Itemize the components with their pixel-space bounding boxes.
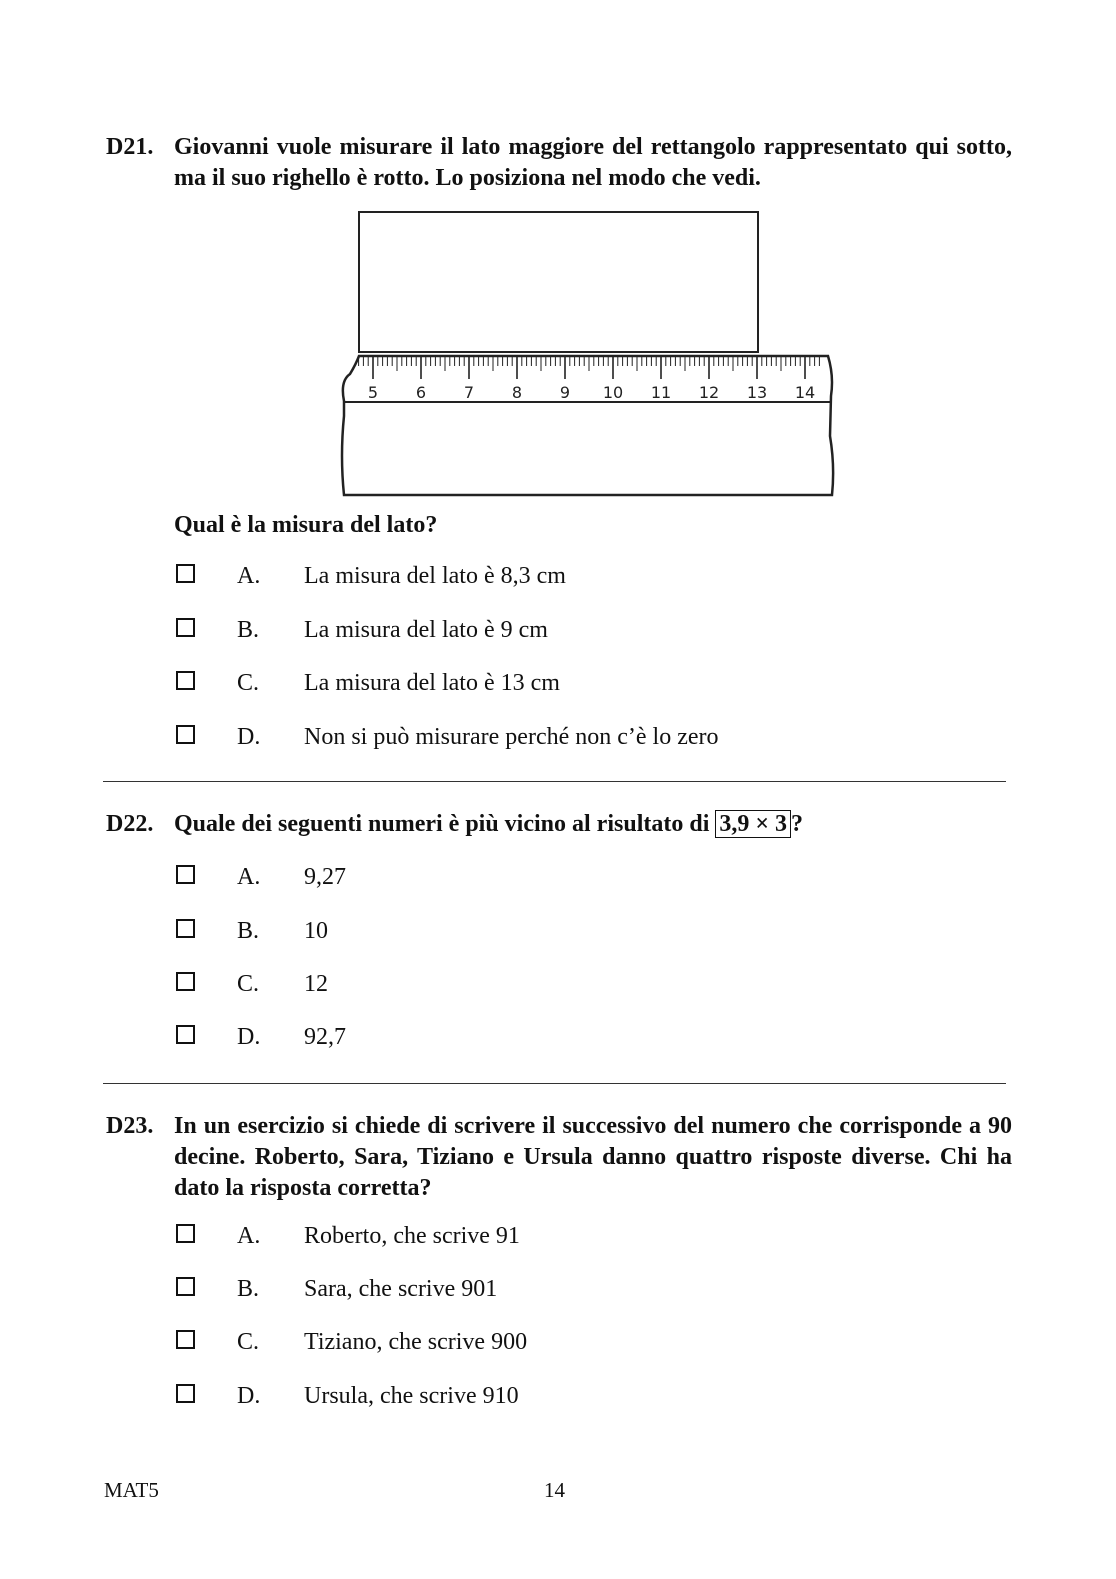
checkbox[interactable] [176, 671, 195, 690]
option-letter: A. [237, 1223, 261, 1249]
option-text: Sara, che scrive 901 [304, 1276, 498, 1302]
option-text: La misura del lato è 9 cm [304, 617, 548, 643]
option-text: 12 [304, 971, 328, 997]
footer-code: MAT5 [104, 1478, 159, 1502]
question-d21-prompt-row [106, 510, 1012, 541]
checkbox[interactable] [176, 972, 195, 991]
option-letter: D. [237, 724, 261, 750]
page-number: 14 [544, 1478, 565, 1502]
question-d23-heading [106, 1111, 1012, 1204]
section-divider [103, 1083, 1006, 1084]
question-number: D23. [106, 1113, 154, 1139]
option-text: 10 [304, 918, 328, 944]
option-letter: D. [237, 1383, 261, 1409]
question-number: D22. [106, 811, 154, 837]
option-text: Ursula, che scrive 910 [304, 1383, 519, 1409]
checkbox[interactable] [176, 1277, 195, 1296]
option-text: La misura del lato è 13 cm [304, 670, 560, 696]
checkbox[interactable] [176, 1224, 195, 1243]
option-letter: B. [237, 1276, 260, 1302]
question-text [174, 809, 1012, 840]
question-d22-heading [106, 809, 1012, 840]
ruler-label: 6 [415, 383, 427, 402]
question-text: Giovanni vuole misurare il lato maggiore del rettangolo rappresentato qui sotto, ma il suo righello è rotto. Lo posiziona nel modo che vedi. [174, 134, 1012, 191]
ruler-ticks [359, 357, 820, 379]
option-letter: C. [237, 1329, 260, 1355]
checkbox[interactable] [176, 1384, 195, 1403]
checkbox[interactable] [176, 725, 195, 744]
section-divider [103, 781, 1006, 782]
option-text: La misura del lato è 8,3 cm [304, 563, 566, 589]
ruler-label: 11 [650, 383, 672, 402]
checkbox[interactable] [176, 1025, 195, 1044]
rectangle [359, 212, 758, 352]
checkbox[interactable] [176, 564, 195, 583]
option-letter: C. [237, 971, 260, 997]
option-text: Tiziano, che scrive 900 [304, 1329, 528, 1355]
rectangle-ruler-figure [338, 206, 843, 502]
question-d21-heading [106, 132, 1012, 194]
option-letter: D. [237, 1024, 261, 1050]
option-letter: C. [237, 670, 260, 696]
option-text: Non si può misurare perché non c’è lo zero [304, 724, 719, 750]
checkbox[interactable] [176, 1330, 195, 1349]
ruler-label: 7 [463, 383, 475, 402]
option-letter: B. [237, 918, 260, 944]
ruler-body [342, 356, 833, 495]
checkbox[interactable] [176, 919, 195, 938]
checkbox[interactable] [176, 618, 195, 637]
option-text: Roberto, che scrive 91 [304, 1223, 520, 1249]
option-letter: B. [237, 617, 260, 643]
ruler-label: 13 [746, 383, 768, 402]
question-text: In un esercizio si chiede di scrivere il successivo del numero che corrisponde a 90 decine. Roberto, Sara, Tiziano e Ursula danno quattro risposte diverse. Chi ha dato la risposta corretta? [174, 1113, 1012, 1201]
boxed-expression: 3,9 × 3 [715, 810, 791, 838]
option-letter: A. [237, 864, 261, 890]
ruler-label: 5 [367, 383, 379, 402]
question-number: D21. [106, 134, 154, 160]
ruler-label: 10 [602, 383, 624, 402]
option-text: 92,7 [304, 1024, 346, 1050]
question-text-before: Quale dei seguenti numeri è più vicino al risultato di [174, 811, 710, 837]
question-prompt: Qual è la misura del lato? [174, 512, 438, 538]
option-text: 9,27 [304, 864, 346, 890]
question-text-after: ? [791, 811, 804, 837]
ruler-label: 12 [698, 383, 720, 402]
option-letter: A. [237, 563, 261, 589]
checkbox[interactable] [176, 865, 195, 884]
ruler-label: 14 [794, 383, 816, 402]
ruler-labels [368, 383, 815, 402]
ruler-label: 9 [559, 383, 571, 402]
ruler-label: 8 [511, 383, 523, 402]
